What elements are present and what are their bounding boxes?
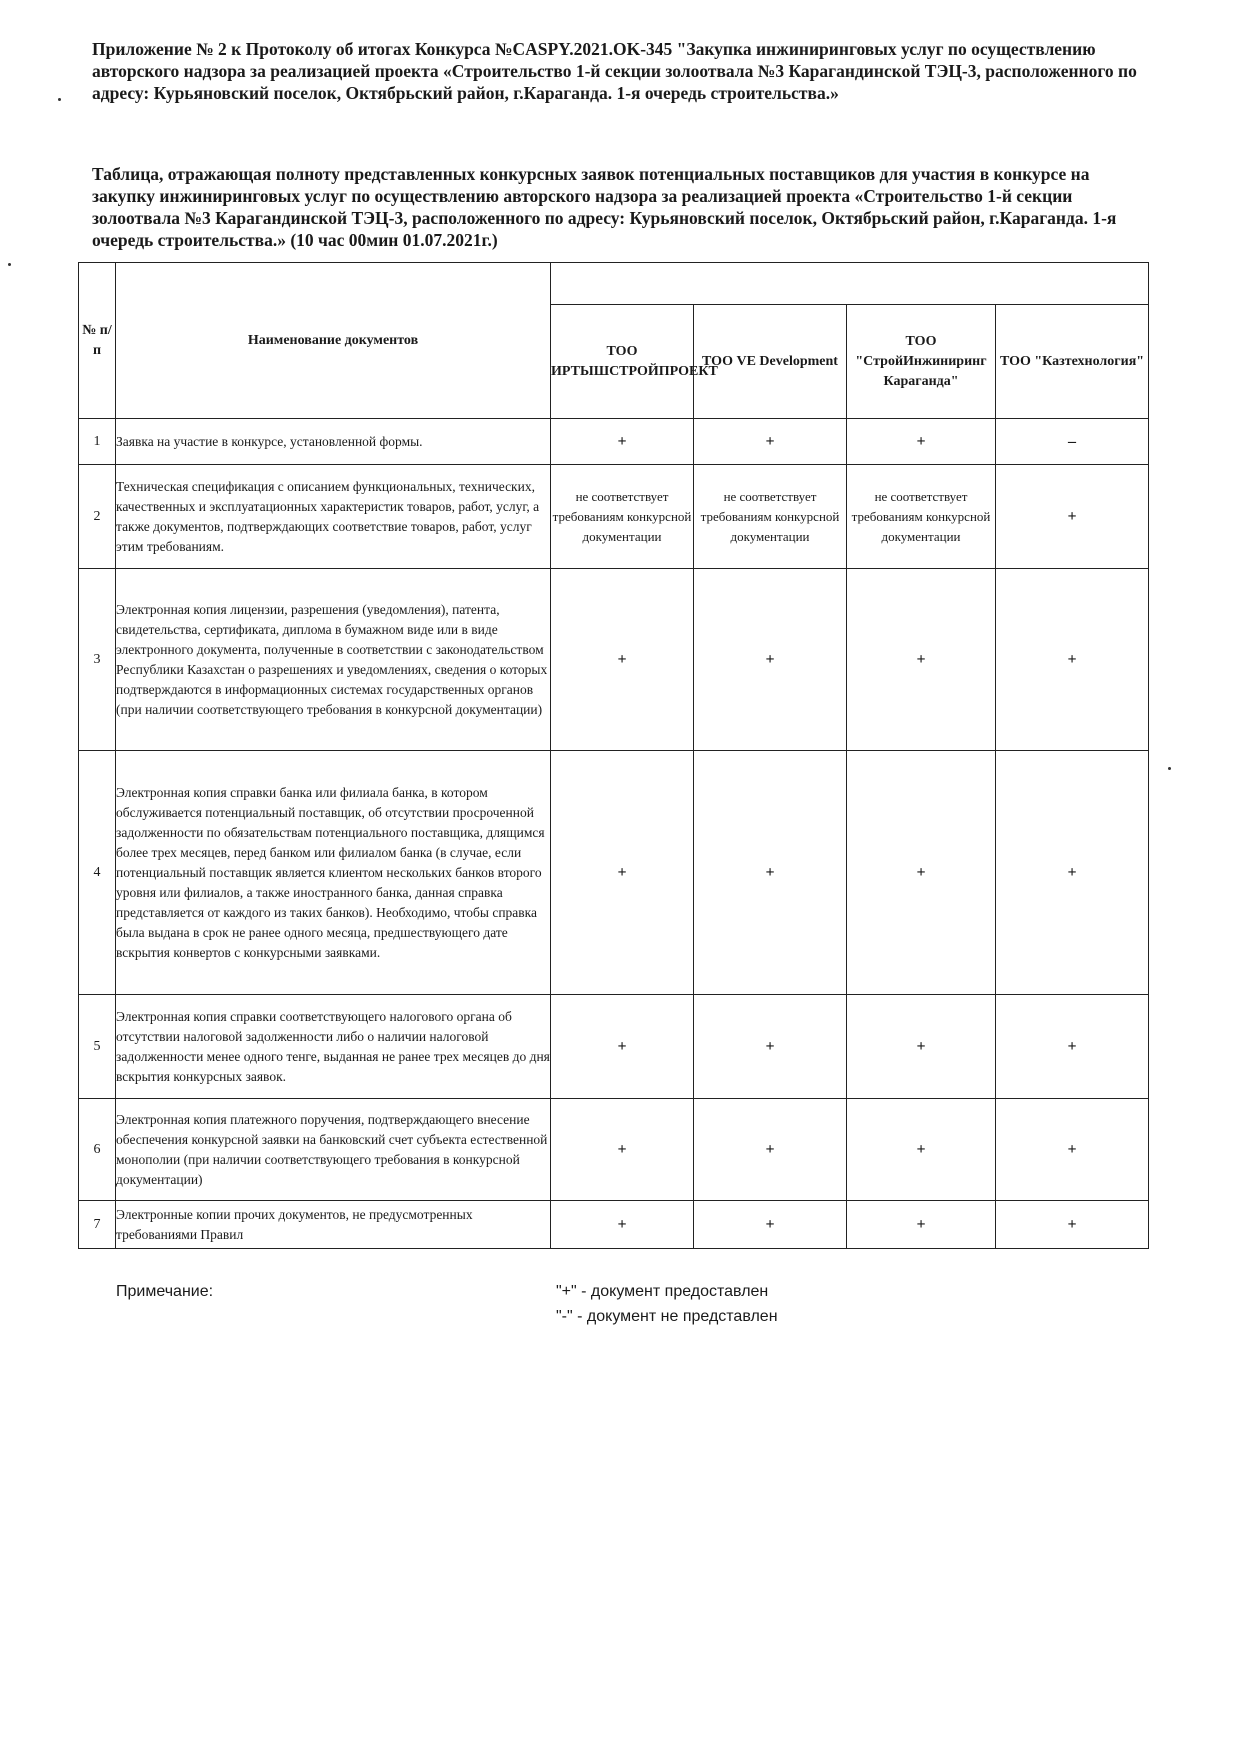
- status-cell: +: [847, 569, 996, 751]
- document-name: Электронная копия справки соответствующего налогового органа об отсутствии налоговой задолженности либо о наличии налоговой задолженности менее одного тенге, выданная не ранее трех месяцев до дня вскрытия конкурсных заявок.: [116, 995, 551, 1099]
- status-cell: +: [551, 569, 694, 751]
- status-cell: –: [996, 419, 1149, 465]
- header-top-row: [79, 263, 1149, 305]
- col-header-name: Наименование документов: [116, 263, 551, 419]
- scan-speck: [58, 98, 61, 101]
- status-cell: +: [996, 995, 1149, 1099]
- table-row: [79, 1099, 1149, 1201]
- row-number: 6: [79, 1099, 116, 1201]
- supplier-header: ТОО "Казтехнология": [996, 305, 1149, 419]
- status-cell: +: [996, 569, 1149, 751]
- note-label: Примечание:: [116, 1283, 214, 1300]
- document-name: Заявка на участие в конкурсе, установленной формы.: [116, 419, 551, 465]
- status-cell: +: [996, 751, 1149, 995]
- supplier-header: ТОО ИРТЫШСТРОЙПРОЕКТ: [551, 305, 694, 419]
- status-cell: +: [551, 1099, 694, 1201]
- status-cell: не соответствует требованиям конкурсной документации: [847, 465, 996, 569]
- completeness-table: [78, 262, 1149, 1249]
- col-header-num: № п/п: [79, 263, 116, 419]
- table-row: [79, 995, 1149, 1099]
- status-cell: +: [694, 995, 847, 1099]
- document-name: Электронная копия платежного поручения, подтверждающего внесение обеспечения конкурсной заявки на банковский счет субъекта естественной монополии (при наличии соответствующего требования в конкурсной документации): [116, 1099, 551, 1201]
- status-cell: +: [551, 419, 694, 465]
- status-cell: +: [996, 1099, 1149, 1201]
- row-number: 1: [79, 419, 116, 465]
- status-cell: +: [996, 465, 1149, 569]
- table-caption: Таблица, отражающая полноту представленных конкурсных заявок потенциальных поставщиков для участия в конкурсе на закупку инжиниринговых услуг по осуществлению авторского надзора за реализацией проекта «Строительство 1-й секции золоотвала №3 Карагандинской ТЭЦ-3, расположенного по адресу: Курьяновский поселок, Октябрьский район, г.Караганда. 1-я очередь строительства.» (10 час 00мин 01.07.2021г.): [92, 164, 1117, 250]
- note-minus-legend: "-" - документ не представлен: [556, 1308, 778, 1325]
- document-name: Электронная копия справки банка или филиала банка, в котором обслуживается потенциальный поставщик, об отсутствии просроченной задолженности по обязательствам потенциального поставщика, длящимся более трех месяцев, перед банком или филиалом банка (в случае, если потенциальный поставщик является клиентом нескольких банков второго уровня или филиалов, а также иностранного банка, данная справка представляется от каждого из таких банков). Необходимо, чтобы справка была выдана в срок не ранее одного месяца, предшествующего дате вскрытия конвертов с конкурсными заявками.: [116, 751, 551, 995]
- document-name: Техническая спецификация с описанием функциональных, технических, качественных и эксплуатационных характеристик товаров, работ, услуг, а также документов, подтверждающих соответствие товаров, работ, услуг этим требованиям.: [116, 465, 551, 569]
- row-number: 4: [79, 751, 116, 995]
- scan-speck: [1168, 767, 1171, 770]
- row-number: 5: [79, 995, 116, 1099]
- supplier-header: ТОО "СтройИнжиниринг Караганда": [847, 305, 996, 419]
- status-cell: +: [996, 1201, 1149, 1249]
- row-number: 3: [79, 569, 116, 751]
- supplier-header: ТОО VE Development: [694, 305, 847, 419]
- status-cell: +: [694, 751, 847, 995]
- status-cell: +: [551, 751, 694, 995]
- document-name: Электронные копии прочих документов, не предусмотренных требованиями Правил: [116, 1201, 551, 1249]
- table-row: [79, 751, 1149, 995]
- status-cell: +: [551, 1201, 694, 1249]
- status-cell: +: [694, 1201, 847, 1249]
- row-number: 2: [79, 465, 116, 569]
- note-plus-legend: "+" - документ предоставлен: [556, 1283, 769, 1300]
- status-cell: +: [847, 751, 996, 995]
- status-cell: +: [847, 1099, 996, 1201]
- status-cell: +: [847, 995, 996, 1099]
- status-cell: +: [694, 569, 847, 751]
- status-cell: +: [551, 995, 694, 1099]
- status-cell: не соответствует требованиям конкурсной документации: [551, 465, 694, 569]
- table-row: [79, 569, 1149, 751]
- table-row: [79, 1201, 1149, 1249]
- table-row: [79, 419, 1149, 465]
- table-row: [79, 465, 1149, 569]
- protocol-appendix-title: Приложение № 2 к Протоколу об итогах Конкурса №CASPY.2021.OK-345 "Закупка инжиниринговых услуг по осуществлению авторского надзора за реализацией проекта «Строительство 1-й секции золоотвала №3 Карагандинской ТЭЦ-3, расположенного по адресу: Курьяновский поселок, Октябрьский район, г.Караганда. 1-я очередь строительства.»: [92, 39, 1137, 103]
- scan-speck: [8, 263, 11, 266]
- status-cell: +: [847, 419, 996, 465]
- suppliers-group-header: [551, 263, 1149, 305]
- row-number: 7: [79, 1201, 116, 1249]
- status-cell: +: [847, 1201, 996, 1249]
- status-cell: не соответствует требованиям конкурсной документации: [694, 465, 847, 569]
- document-name: Электронная копия лицензии, разрешения (уведомления), патента, свидетельства, сертификата, диплома в бумажном виде или в виде электронного документа, полученные в соответствии с законодательством Республики Казахстан о разрешениях и уведомлениях, сведения о которых подтверждаются в информационных системах государственных органов (при наличии соответствующего требования в конкурсной документации): [116, 569, 551, 751]
- status-cell: +: [694, 419, 847, 465]
- status-cell: +: [694, 1099, 847, 1201]
